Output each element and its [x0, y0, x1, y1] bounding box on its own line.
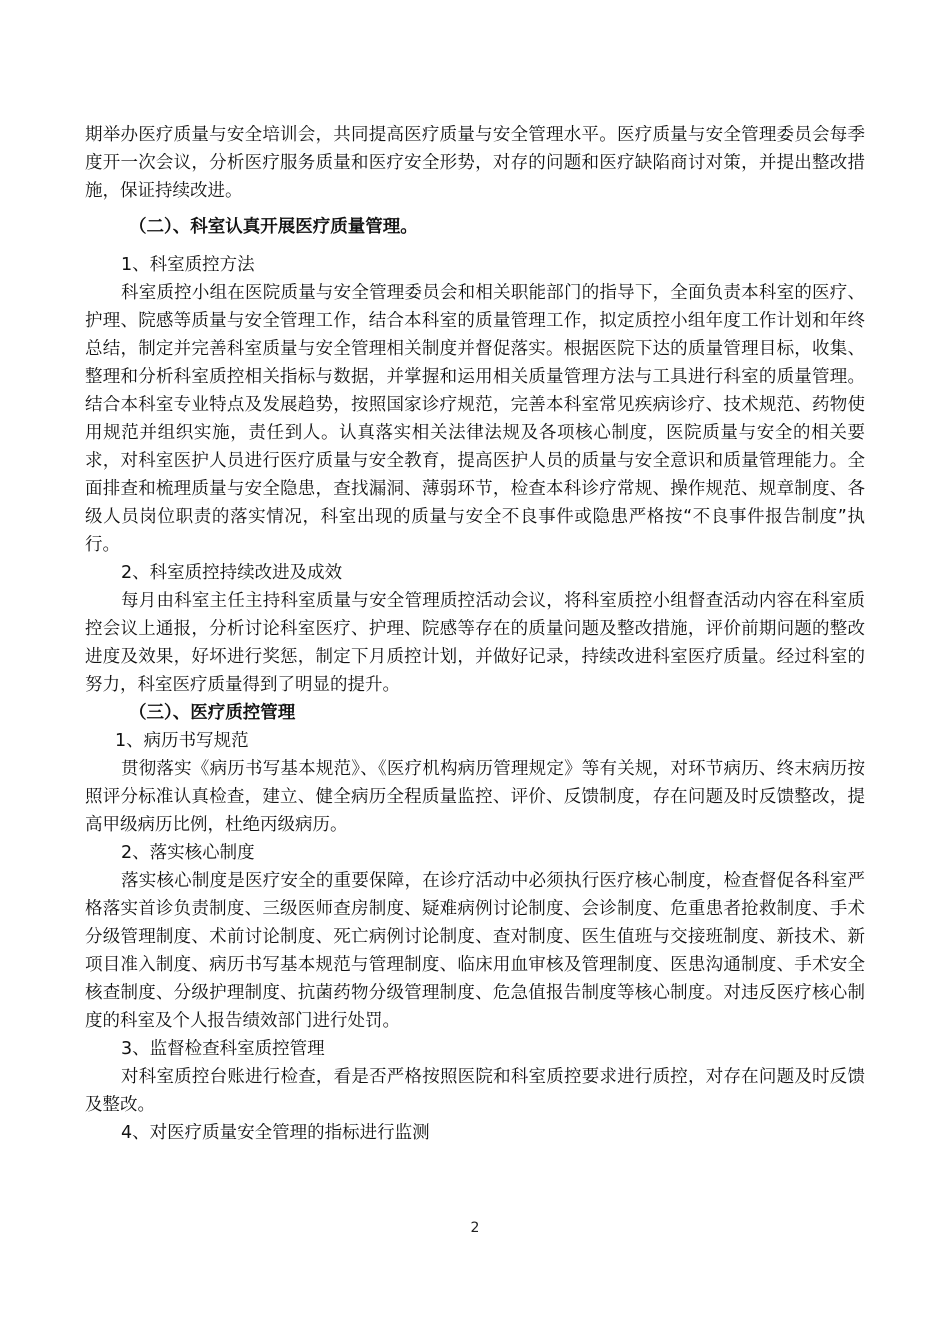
paragraph-medical-records: 贯彻落实《病历书写基本规范》、《医疗机构病历管理规定》等有关规，对环节病历、终末病历按照评分标准认真检查，建立、健全病历全程质量监控、评价、反馈制度，存在问题及时反馈整改，提高甲级病历比例，杜绝丙级病历。 — [85, 759, 865, 835]
subheading-qc-method: 1、科室质控方法 — [121, 255, 255, 275]
paragraph-qc-method: 科室质控小组在医院质量与安全管理委员会和相关职能部门的指导下，全面负责本科室的医疗、护理、院感等质量与安全管理工作，结合本科室的质量管理工作，拟定质控小组年度工作计划和年终总结，制定并完善科室质量与安全管理相关制度并督促落实。根据医院下达的质量管理目标，收集、整理和分析科室质控相关指标与数据，并掌握和运用相关质量管理方法与工具进行科室的质量管理。结合本科室专业特点及发展趋势，按照国家诊疗规范，完善本科室常见疾病诊疗、技术规范、药物使用规范并组织实施，责任到人。认真落实相关法律法规及各项核心制度，医院质量与安全的相关要求，对科室医护人员进行医疗质量与安全教育，提高医护人员的质量与安全意识和质量管理能力。全面排查和梳理质量与安全隐患，查找漏洞、薄弱环节，检查本科诊疗常规、操作规范、规章制度、各级人员岗位职责的落实情况，科室出现的质量与安全不良事件或隐患严格按“不良事件报告制度”执行。 — [85, 283, 865, 555]
paragraph-qc-improvement: 每月由科室主任主持科室质量与安全管理质控活动会议，将科室质控小组督查活动内容在科室质控会议上通报，分析讨论科室医疗、护理、院感等存在的质量问题及整改措施，评价前期问题的整改进度及效果，好坏进行奖惩，制定下月质控计划，并做好记录，持续改进科室医疗质量。经过科室的努力，科室医疗质量得到了明显的提升。 — [85, 591, 865, 695]
subheading-medical-records: 1、病历书写规范 — [115, 731, 249, 751]
subheading-indicator-monitoring: 4、对医疗质量安全管理的指标进行监测 — [121, 1123, 430, 1143]
subheading-supervision: 3、监督检查科室质控管理 — [121, 1039, 325, 1059]
paragraph-core-systems: 落实核心制度是医疗安全的重要保障，在诊疗活动中必须执行医疗核心制度，检查督促各科室严格落实首诊负责制度、三级医师查房制度、疑难病例讨论制度、会诊制度、危重患者抢救制度、手术分级管理制度、术前讨论制度、死亡病例讨论制度、查对制度、医生值班与交接班制度、新技术、新项目准入制度、病历书写基本规范与管理制度、临床用血审核及管理制度、医患沟通制度、手术安全核查制度、分级护理制度、抗菌药物分级管理制度、危急值报告制度等核心制度。对违反医疗核心制度的科室及个人报告绩效部门进行处罚。 — [85, 871, 865, 1031]
subheading-qc-improvement: 2、科室质控持续改进及成效 — [121, 563, 343, 583]
paragraph-committee-meetings: 期举办医疗质量与安全培训会，共同提高医疗质量与安全管理水平。医疗质量与安全管理委员会每季度开一次会议，分析医疗服务质量和医疗安全形势，对存的问题和医疗缺陷商讨对策，并提出整改措施，保证持续改进。 — [85, 125, 865, 201]
section-heading-3: （三）、医疗质控管理 — [129, 703, 296, 723]
paragraph-supervision: 对科室质控台账进行检查，看是否严格按照医院和科室质控要求进行质控，对存在问题及时反馈及整改。 — [85, 1067, 865, 1115]
section-heading-2: （二）、科室认真开展医疗质量管理。 — [129, 217, 418, 237]
subheading-core-systems: 2、落实核心制度 — [121, 843, 255, 863]
document-body — [85, 121, 865, 1147]
page-number: 2 — [470, 1220, 480, 1236]
